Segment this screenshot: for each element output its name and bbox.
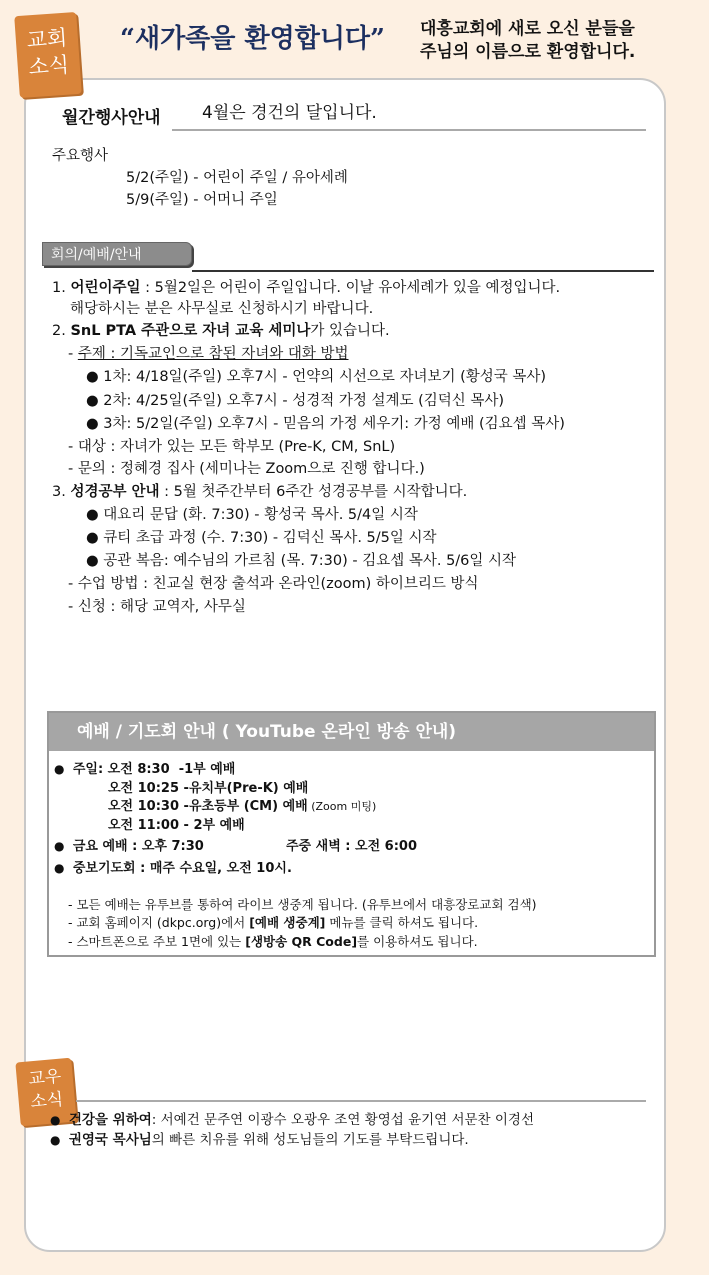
worship-header: 예배 / 기도회 안내 ( YouTube 온라인 방송 안내) xyxy=(49,713,654,751)
item-2 xyxy=(52,321,390,341)
item-3-title: 성경공부 안내 xyxy=(70,484,160,500)
welcome-line-1: 대흥교회에 새로 오신 분들을 xyxy=(420,19,635,39)
class-item: ● 큐티 초급 과정 (수. 7:30) - 김덕신 목사. 5/5일 시작 xyxy=(86,530,437,546)
sunday-service-1: 오전 8:30 -1부 예배 xyxy=(107,762,236,777)
welcome-message xyxy=(420,18,635,64)
friday-line xyxy=(54,837,204,856)
bullet: ● xyxy=(54,861,73,875)
health-prayer-line xyxy=(50,1111,534,1130)
item-number: 1. xyxy=(52,280,71,296)
session-item: ● 1차: 4/18일(주일) 오후7시 - 언약의 시선으로 자녀보기 (황성국 목사) xyxy=(86,369,547,385)
item-3-text: : 5월 첫주간부터 6주간 성경공부를 시작합니다. xyxy=(159,484,468,500)
meeting-section-label: 회의/예배/안내 xyxy=(42,242,192,266)
meeting-divider xyxy=(192,270,654,272)
note-text: - 스마트폰으로 주보 1면에 있는 xyxy=(68,934,246,949)
friday-service: 금요 예배 : 오후 7:30 xyxy=(72,839,204,854)
zoom-note: (Zoom 미팅) xyxy=(307,800,377,813)
item-1-text: : 5월2일은 어린이 주일입니다. 이날 유아세례가 있을 예정입니다. xyxy=(140,280,561,296)
welcome-title: “새가족을 환영합니다” xyxy=(120,24,386,54)
church-news-tag xyxy=(14,12,82,98)
bullet: ● xyxy=(54,839,73,853)
item-1 xyxy=(52,278,560,298)
item-3-method: - 수업 방법 : 친교실 현장 출석과 온라인(zoom) 하이브리드 방식 xyxy=(68,576,479,592)
welcome-line-2: 주님의 이름으로 환영합니다. xyxy=(420,42,636,62)
tag-line-1: 교우 xyxy=(27,1066,63,1090)
item-2-topic xyxy=(68,344,349,364)
item-number: 3. xyxy=(52,484,71,500)
dawn-service: 주중 새벽 : 오전 6:00 xyxy=(286,839,417,854)
main-events-label: 주요행사 xyxy=(52,148,109,164)
class-item: ● 대요리 문답 (화. 7:30) - 황성국 목사. 5/4일 시작 xyxy=(86,507,418,523)
sunday-service-4: 오전 11:00 - 2부 예배 xyxy=(108,818,245,833)
session-item: ● 3차: 5/2일(주일) 오후7시 - 믿음의 가정 세우기: 가정 예배 (김요셉 목사) xyxy=(86,416,565,432)
note-text: 를 이용하셔도 됩니다. xyxy=(357,934,478,949)
monthly-divider xyxy=(172,129,646,131)
worship-note: - 모든 예배는 유투브를 통하여 라이브 생중계 됩니다. (유투브에서 대흥장로교회 검색) xyxy=(68,897,537,912)
item-3 xyxy=(52,482,467,502)
tag-line-1: 교회 xyxy=(25,25,68,53)
tag-line-2: 소식 xyxy=(27,52,70,80)
monthly-subtitle: 4월은 경건의 달입니다. xyxy=(202,103,377,123)
pastor-prayer-text: 의 빠른 치유를 위해 성도님들의 기도를 부탁드립니다. xyxy=(151,1132,469,1148)
live-menu-label: [예배 생중계] xyxy=(249,915,326,930)
item-number: 2. xyxy=(52,323,71,339)
sunday-line-3 xyxy=(108,797,376,816)
monthly-title: 월간행사안내 xyxy=(62,108,161,128)
class-item: ● 공관 복음: 예수님의 가르침 (목. 7:30) - 김요셉 목사. 5/6일 시작 xyxy=(86,553,517,569)
item-1-line-2: 해당하시는 분은 사무실로 신청하시기 바랍니다. xyxy=(70,301,374,317)
worship-note xyxy=(68,913,478,932)
sunday-service-3: 오전 10:30 -유초등부 (CM) 예배 xyxy=(108,799,308,814)
session-item: ● 2차: 4/25일(주일) 오후7시 - 성경적 가정 설계도 (김덕신 목사) xyxy=(86,393,505,409)
event-item: 5/9(주일) - 어머니 주일 xyxy=(126,192,278,208)
sunday-service-2: 오전 10:25 -유치부(Pre-K) 예배 xyxy=(108,781,309,796)
pastor-name: 권영국 목사님 xyxy=(68,1132,152,1148)
note-text: 메뉴를 클릭 하셔도 됩니다. xyxy=(325,915,479,930)
tag-line-2: 소식 xyxy=(29,1089,65,1113)
qr-code-label: [생방송 QR Code] xyxy=(245,934,358,949)
member-divider xyxy=(76,1100,646,1102)
item-2-topic-text: 주제 : 기독교인으로 참된 자녀와 대화 방법 xyxy=(77,346,349,362)
bullet: ● xyxy=(50,1113,69,1127)
bullet: ● xyxy=(54,762,73,776)
item-1-title: 어린이주일 xyxy=(70,280,141,296)
item-2-title: SnL PTA 주관으로 자녀 교육 세미나 xyxy=(70,323,311,339)
bullet: ● xyxy=(50,1133,69,1147)
health-names: : 서예건 문주연 이광수 오광우 조연 황영섭 윤기연 서문찬 이경선 xyxy=(151,1112,535,1128)
sunday-label: 주일: xyxy=(72,762,108,777)
event-item: 5/2(주일) - 어린이 주일 / 유아세례 xyxy=(126,170,348,186)
midweek-line xyxy=(54,859,292,878)
item-3-apply: - 신청 : 해당 교역자, 사무실 xyxy=(68,599,246,615)
sunday-line-1 xyxy=(54,760,235,779)
item-2-contact: - 문의 : 정혜경 집사 (세미나는 Zoom으로 진행 합니다.) xyxy=(68,461,425,477)
worship-note xyxy=(68,932,478,951)
health-label: 건강을 위하여 xyxy=(68,1112,152,1128)
item-2-text: 가 있습니다. xyxy=(310,323,390,339)
note-text: - 교회 홈페이지 (dkpc.org)에서 xyxy=(68,915,250,930)
item-2-target: - 대상 : 자녀가 있는 모든 학부모 (Pre-K, CM, SnL) xyxy=(68,439,396,455)
pastor-prayer-line xyxy=(50,1131,469,1150)
midweek-prayer: 중보기도회 : 매주 수요일, 오전 10시. xyxy=(72,861,292,876)
dash: - xyxy=(68,346,78,362)
